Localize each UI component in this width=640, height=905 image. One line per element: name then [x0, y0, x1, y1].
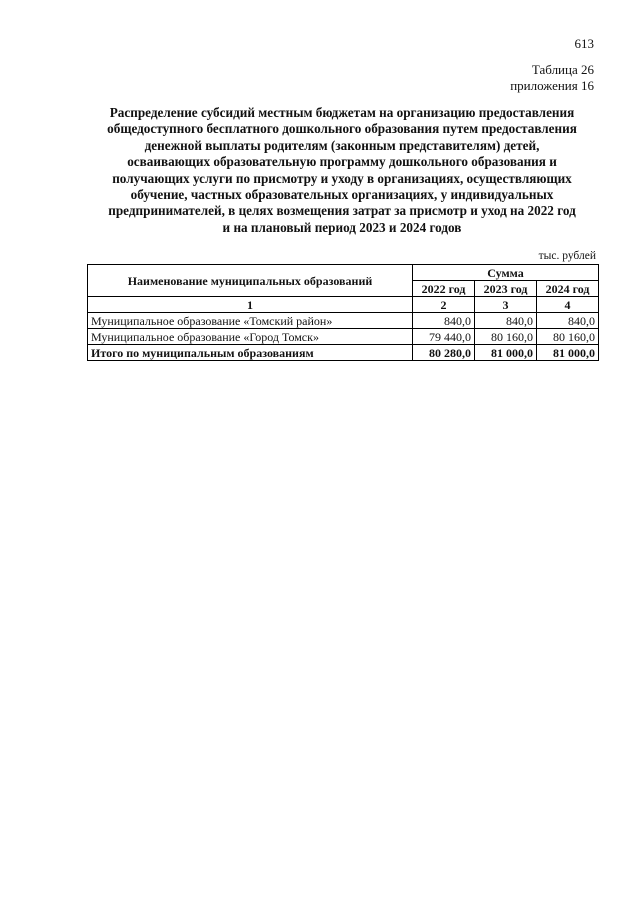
total-value-2023: 81 000,0 [475, 345, 537, 361]
row-value-2023: 840,0 [475, 313, 537, 329]
row-value-2024: 840,0 [537, 313, 599, 329]
column-header-2022: 2022 год [413, 281, 475, 297]
table-reference [510, 62, 594, 94]
table-reference-line1: Таблица 26 [531, 62, 594, 77]
title-line: денежной выплаты родителям (законным представителям) детей, [144, 137, 540, 153]
column-header-sum: Сумма [413, 265, 599, 281]
column-header-name: Наименование муниципальных образований [88, 265, 413, 297]
total-name: Итого по муниципальным образованиям [88, 345, 413, 361]
total-row [88, 345, 599, 361]
column-header-2023: 2023 год [475, 281, 537, 297]
table-header-row [88, 265, 599, 281]
units-label: тыс. рублей [538, 250, 596, 262]
column-number: 3 [475, 297, 537, 313]
title-line: получающих услуги по присмотру и уходу в организациях, осуществляющих [112, 170, 572, 186]
row-value-2022: 840,0 [413, 313, 475, 329]
row-value-2023: 80 160,0 [475, 329, 537, 345]
table-row [88, 329, 599, 345]
title-line: осваивающих образовательную программу дошкольного образования и [127, 154, 557, 170]
column-number: 2 [413, 297, 475, 313]
title-line: Распределение субсидий местным бюджетам на организацию предоставления [109, 105, 575, 120]
row-name: Муниципальное образование «Город Томск» [88, 329, 413, 345]
title-line: обучение, частных образовательных организациях, у индивидуальных [130, 187, 554, 203]
total-value-2022: 80 280,0 [413, 345, 475, 361]
table-reference-line2: приложения 16 [510, 78, 594, 93]
table-row [88, 313, 599, 329]
subsidy-table [87, 264, 599, 361]
title-line: общедоступного бесплатного дошкольного образования путем предоставления [107, 121, 577, 137]
title-line: и на плановый период 2023 и 2024 годов [222, 219, 462, 235]
document-title [86, 105, 598, 236]
column-number-row [88, 297, 599, 313]
title-line: предпринимателей, в целях возмещения затрат за присмотр и уход на 2022 год [108, 203, 576, 219]
row-value-2022: 79 440,0 [413, 329, 475, 345]
page-number: 613 [574, 36, 594, 51]
row-name: Муниципальное образование «Томский район» [88, 313, 413, 329]
column-number: 1 [88, 297, 413, 313]
column-number: 4 [537, 297, 599, 313]
column-header-2024: 2024 год [537, 281, 599, 297]
row-value-2024: 80 160,0 [537, 329, 599, 345]
total-value-2024: 81 000,0 [537, 345, 599, 361]
